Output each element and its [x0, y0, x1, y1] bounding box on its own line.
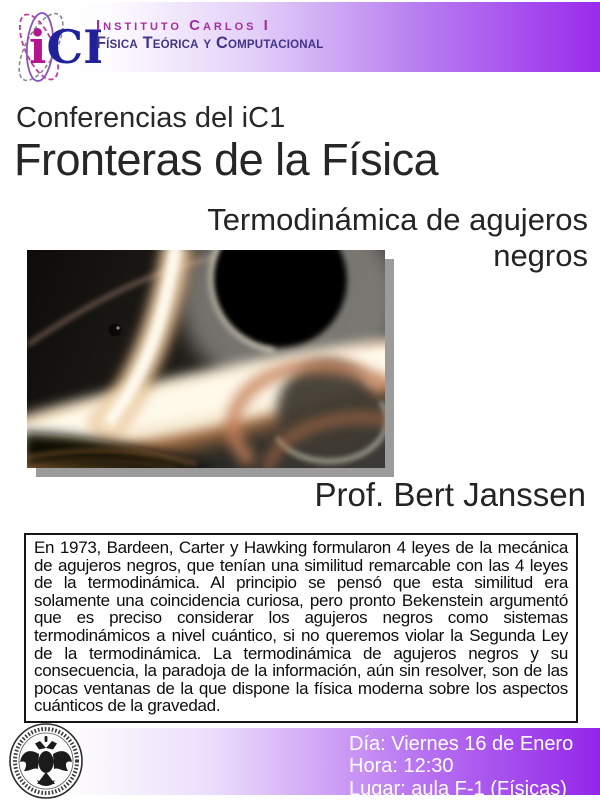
logo-i-glyph: i	[29, 20, 47, 74]
event-details	[349, 733, 573, 800]
event-time: Hora: 12:30	[349, 755, 454, 778]
ici-atom-logo	[5, 7, 101, 87]
abstract-box	[24, 533, 578, 723]
planet-dot	[109, 324, 122, 337]
institute-name: Instituto Carlos I	[96, 17, 271, 34]
institute-name-block	[96, 18, 333, 52]
event-place: Lugar: aula F-1 (Físicas)	[349, 777, 567, 800]
series-title: Conferencias del iC1	[16, 102, 286, 134]
event-day: Día: Viernes 16 de Enero	[349, 733, 574, 755]
abstract-text: En 1973, Bardeen, Carter y Hawking formularon 4 leyes de la mecánica de agujeros negros, que tenían una similitud remarcable con las 4 leyes de la termodinámica. Al principio se pensó que esta similitud era solamente una coincidencia curiosa, pero pronto Bekenstein argumentó que es preciso considerar los agujeros negros como sistemas termodinámicos a nivel cuántico, si no queremos violar la Segunda Ley de la termodinámica. La termodinámica de agujeros negros y su consecuencia, la paradoja de la información, aún sin resolver, son de las pocas ventanas de la que dispone la física moderna sobre los aspectos cuánticos de la gravedad.	[34, 538, 568, 716]
black-hole-image	[27, 250, 385, 468]
talk-subtitle: Termodinámica de agujeros negros	[207, 202, 588, 273]
ugr-eagle-seal-icon	[7, 722, 85, 800]
svg-text:iCI	[29, 20, 101, 74]
page-title: Fronteras de la Física	[14, 134, 439, 185]
university-seal	[7, 722, 85, 800]
black-hole-art	[27, 250, 385, 468]
speaker-name: Prof. Bert Janssen	[314, 476, 586, 513]
institute-department: Física Teórica y Computacional	[96, 32, 324, 52]
atom-orbits-icon	[5, 7, 101, 87]
header-gradient-band	[0, 2, 600, 72]
logo-ci-glyph: CI	[46, 20, 101, 74]
